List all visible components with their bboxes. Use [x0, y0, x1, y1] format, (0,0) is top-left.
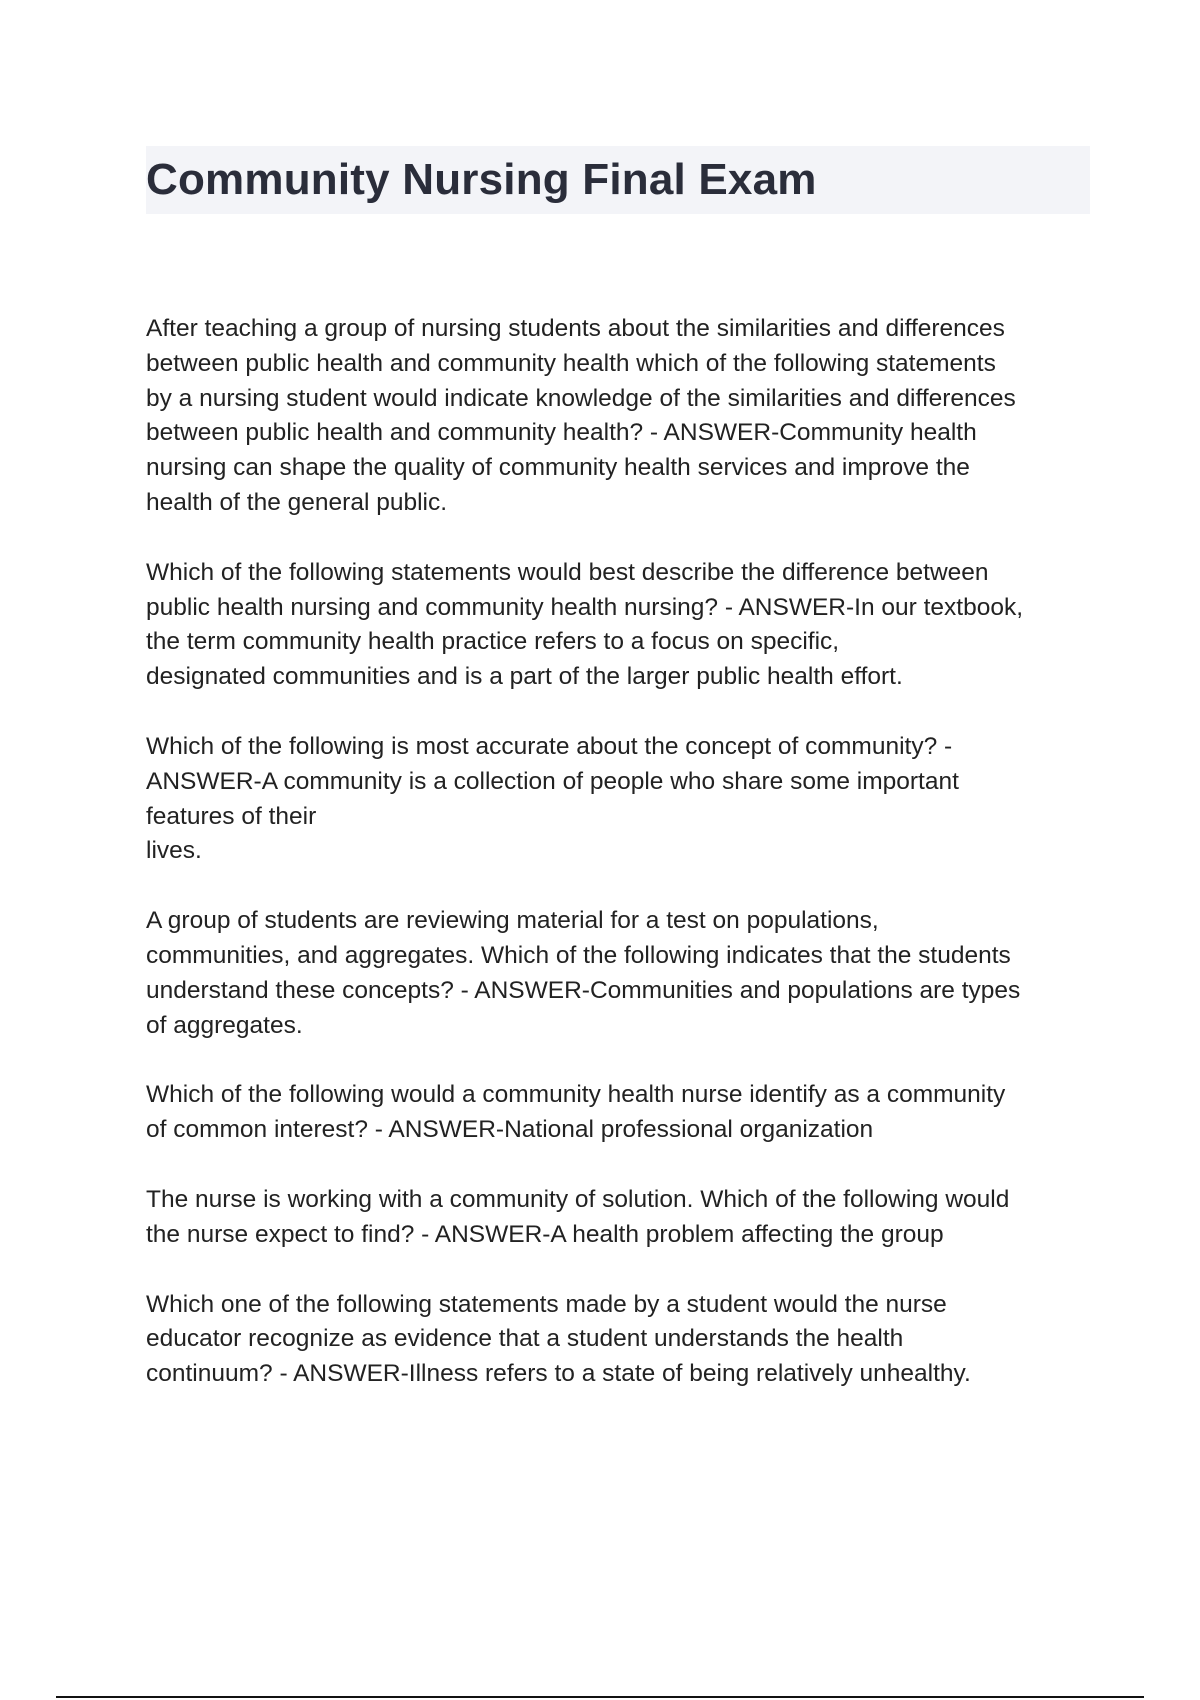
question-answer-item: Which of the following is most accurate about the concept of community? - ANSWER-A community is a collection of people who share some important features of their lives.: [146, 732, 959, 865]
question-list: [146, 312, 1106, 1427]
question-answer-item: Which of the following would a community health nurse identify as a community of common interest? - ANSWER-National professional organization: [146, 1081, 1006, 1144]
question-answer-item: The nurse is working with a community of solution. Which of the following would the nurse expect to find? - ANSWER-A health problem affecting the group: [146, 1185, 1010, 1248]
question-answer-item: After teaching a group of nursing students about the similarities and differences between public health and community health which of the following statements by a nursing student would indicate knowledge of the similarities and differences between public health and community health? - ANSWER-Community health nursing can shape the quality of community health services and improve the health of the general public.: [146, 315, 1016, 516]
footer-divider: [56, 1696, 1144, 1698]
question-answer-item: Which one of the following statements made by a student would the nurse educator recognize as evidence that a student understands the health continuum? - ANSWER-Illness refers to a state of being relatively unhealthy.: [146, 1290, 971, 1388]
page-title: Community Nursing Final Exam: [146, 155, 817, 204]
question-answer-item: A group of students are reviewing material for a test on populations, communities, and aggregates. Which of the following indicates that the students understand these concepts? - ANSWER-Communities and populations are types of aggregates.: [146, 907, 1021, 1039]
title-banner: [146, 146, 1090, 214]
question-answer-item: Which of the following statements would best describe the difference between public health nursing and community health nursing? - ANSWER-In our textbook, the term community health practice refers to a focus on specific, designated communities and is a part of the larger public health effort.: [146, 558, 1024, 691]
